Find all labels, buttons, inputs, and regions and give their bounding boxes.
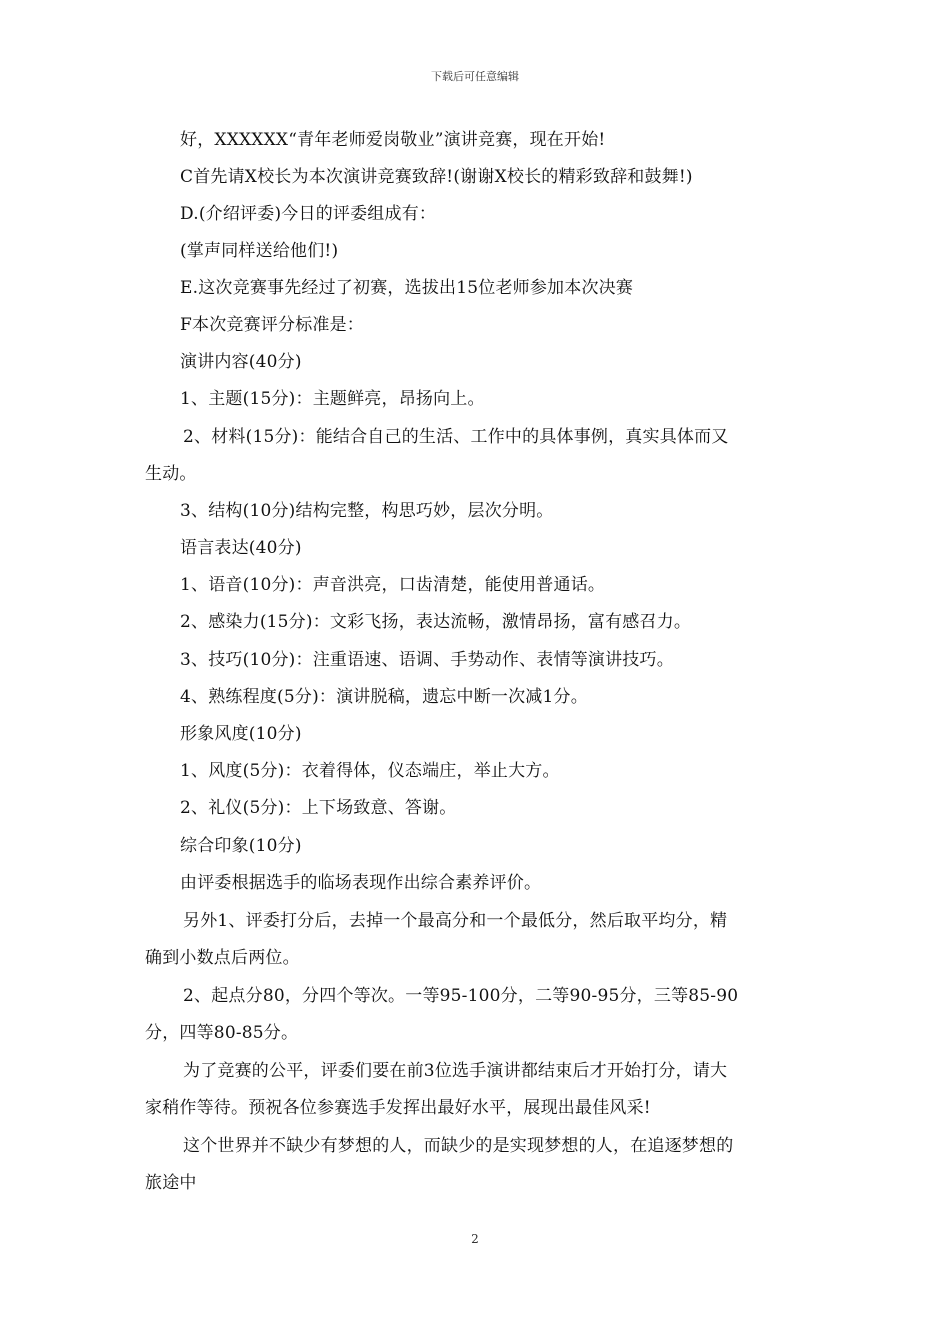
section-heading: 形象风度(10分): [180, 724, 302, 744]
paragraph-line: 4、熟练程度(5分)：演讲脱稿，遗忘中断一次减1分。: [180, 687, 588, 707]
paragraph-line: 生动。: [145, 464, 197, 484]
section-heading: 语言表达(40分): [180, 538, 302, 558]
paragraph-line: C首先请X校长为本次演讲竞赛致辞!(谢谢X校长的精彩致辞和鼓舞!): [180, 167, 693, 187]
paragraph-line: (掌声同样送给他们!): [180, 241, 339, 261]
page-number: 2: [471, 1232, 479, 1246]
page-header: 下载后可任意编辑: [431, 70, 519, 83]
paragraph-line: 分，四等80-85分。: [145, 1023, 299, 1043]
paragraph-line: E.这次竞赛事先经过了初赛，选拔出15位老师参加本次决赛: [180, 278, 634, 298]
section-heading: 演讲内容(40分): [180, 352, 302, 372]
paragraph-line: 家稍作等待。预祝各位参赛选手发挥出最好水平，展现出最佳风采!: [145, 1098, 651, 1118]
paragraph-line: 1、主题(15分)：主题鲜亮，昂扬向上。: [180, 389, 485, 409]
paragraph-line: F本次竞赛评分标准是：: [180, 315, 364, 335]
paragraph-line: 2、礼仪(5分)：上下场致意、答谢。: [180, 798, 457, 818]
paragraph-line: 1、风度(5分)：衣着得体，仪态端庄，举止大方。: [180, 761, 560, 781]
paragraph-line: 3、结构(10分)结构完整，构思巧妙，层次分明。: [180, 501, 554, 521]
paragraph-line: 旅途中: [145, 1173, 197, 1193]
paragraph-line: 由评委根据选手的临场表现作出综合素养评价。: [180, 873, 542, 893]
paragraph-line: 为了竞赛的公平，评委们要在前3位选手演讲都结束后才开始打分，请大: [183, 1061, 728, 1081]
paragraph-line: D.(介绍评委)今日的评委组成有：: [180, 204, 437, 224]
paragraph-line: 2、感染力(15分)：文彩飞扬，表达流畅，激情昂扬，富有感召力。: [180, 612, 692, 632]
paragraph-line: 1、语音(10分)：声音洪亮，口齿清楚，能使用普通话。: [180, 575, 606, 595]
paragraph-line: 另外1、评委打分后，去掉一个最高分和一个最低分，然后取平均分，精: [183, 911, 728, 931]
section-heading: 综合印象(10分): [180, 836, 302, 856]
paragraph-line: 好，XXXXXX“青年老师爱岗敬业”演讲竞赛，现在开始!: [180, 130, 606, 150]
paragraph-line: 3、技巧(10分)：注重语速、语调、手势动作、表情等演讲技巧。: [180, 650, 674, 670]
paragraph-line: 这个世界并不缺少有梦想的人，而缺少的是实现梦想的人，在追逐梦想的: [183, 1136, 734, 1156]
paragraph-line: 2、材料(15分)：能结合自己的生活、工作中的具体事例，真实具体而又: [183, 427, 729, 447]
paragraph-line: 确到小数点后两位。: [145, 948, 300, 968]
paragraph-line: 2、起点分80，分四个等次。一等95-100分，二等90-95分，三等85-90: [183, 986, 739, 1006]
